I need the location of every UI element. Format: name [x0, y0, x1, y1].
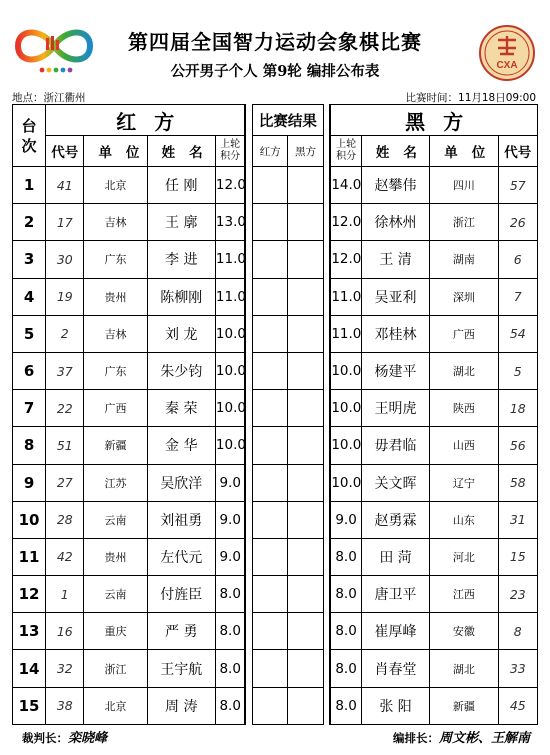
black-prev-score: 9.0	[330, 501, 361, 538]
red-prev-score: 11.0	[215, 241, 245, 278]
red-code: 27	[46, 464, 84, 501]
black-result-cell	[288, 464, 323, 501]
separator	[245, 427, 252, 464]
red-code: 28	[46, 501, 84, 538]
code-header: 代号	[498, 136, 537, 167]
red-code: 1	[46, 576, 84, 613]
red-name: 左代元	[147, 538, 215, 575]
red-prev-score: 8.0	[215, 650, 245, 687]
black-code: 26	[498, 204, 537, 241]
red-prev-score: 8.0	[215, 576, 245, 613]
black-code: 58	[498, 464, 537, 501]
table-row	[13, 427, 538, 464]
red-name: 刘祖勇	[147, 501, 215, 538]
page-subtitle: 公开男子个人 第9轮 编排公布表	[170, 63, 380, 80]
black-code: 7	[498, 278, 537, 315]
separator	[323, 390, 330, 427]
table-row	[13, 390, 538, 427]
red-code: 30	[46, 241, 84, 278]
black-code: 15	[498, 538, 537, 575]
separator	[323, 105, 330, 167]
table-no: 15	[13, 687, 46, 724]
separator	[323, 167, 330, 204]
red-code: 16	[46, 613, 84, 650]
red-result-cell	[253, 650, 288, 687]
separator	[323, 464, 330, 501]
red-name: 刘 龙	[147, 315, 215, 352]
black-prev-score: 8.0	[330, 687, 361, 724]
separator	[323, 687, 330, 724]
black-result-cell	[288, 352, 323, 389]
black-code: 57	[498, 167, 537, 204]
red-name: 陈柳刚	[147, 278, 215, 315]
black-prev-score: 8.0	[330, 538, 361, 575]
unit-header: 单位	[84, 136, 147, 167]
separator	[245, 538, 252, 575]
black-name: 赵攀伟	[361, 167, 429, 204]
table-row	[13, 464, 538, 501]
separator	[323, 576, 330, 613]
red-name: 王宇航	[147, 650, 215, 687]
match-time-text: 比赛时间：11月18日09:00	[405, 92, 536, 104]
separator	[323, 278, 330, 315]
red-name: 王 廓	[147, 204, 215, 241]
separator	[245, 105, 252, 167]
red-prev-score: 9.0	[215, 501, 245, 538]
prev-score-header: 上轮 积分	[215, 136, 245, 167]
black-prev-score: 8.0	[330, 650, 361, 687]
table-no: 3	[13, 241, 46, 278]
table-no: 1	[13, 167, 46, 204]
black-result-cell	[288, 687, 323, 724]
red-result-cell	[253, 687, 288, 724]
referee-signature: 裁判长：栾晓峰	[22, 731, 108, 746]
red-prev-score: 13.0	[215, 204, 245, 241]
separator	[245, 204, 252, 241]
black-prev-score: 14.0	[330, 167, 361, 204]
table-no: 6	[13, 352, 46, 389]
red-result-cell	[253, 278, 288, 315]
red-unit: 云南	[84, 576, 147, 613]
red-prev-score: 12.0	[215, 167, 245, 204]
separator	[323, 241, 330, 278]
separator	[323, 315, 330, 352]
separator	[245, 650, 252, 687]
red-code: 19	[46, 278, 84, 315]
red-prev-score: 9.0	[215, 538, 245, 575]
table-no: 7	[13, 390, 46, 427]
name-header: 姓名	[361, 136, 429, 167]
red-result-cell	[253, 576, 288, 613]
black-code: 54	[498, 315, 537, 352]
red-unit: 江苏	[84, 464, 147, 501]
table-row	[13, 501, 538, 538]
red-result-header: 红方	[253, 136, 288, 167]
red-code: 38	[46, 687, 84, 724]
table-row	[13, 613, 538, 650]
red-result-cell	[253, 501, 288, 538]
black-code: 33	[498, 650, 537, 687]
red-result-cell	[253, 352, 288, 389]
svg-text:CXA: CXA	[496, 60, 518, 71]
table-row	[13, 278, 538, 315]
red-unit: 吉林	[84, 204, 147, 241]
black-result-cell	[288, 315, 323, 352]
black-name: 王 清	[361, 241, 429, 278]
table-row	[13, 315, 538, 352]
black-result-cell	[288, 427, 323, 464]
red-unit: 吉林	[84, 315, 147, 352]
red-prev-score: 10.0	[215, 390, 245, 427]
black-code: 23	[498, 576, 537, 613]
red-unit: 广东	[84, 352, 147, 389]
black-unit: 新疆	[430, 687, 498, 724]
separator	[245, 464, 252, 501]
black-name: 毋君临	[361, 427, 429, 464]
location-text: 地点：浙江衢州	[12, 92, 86, 104]
red-name: 周 涛	[147, 687, 215, 724]
black-unit: 安徽	[430, 613, 498, 650]
black-prev-score: 10.0	[330, 464, 361, 501]
black-code: 5	[498, 352, 537, 389]
table-no: 14	[13, 650, 46, 687]
name-header: 姓名	[147, 136, 215, 167]
table-row	[13, 650, 538, 687]
red-code: 42	[46, 538, 84, 575]
black-result-header: 黑方	[288, 136, 323, 167]
black-unit: 深圳	[430, 278, 498, 315]
red-code: 32	[46, 650, 84, 687]
red-name: 严 勇	[147, 613, 215, 650]
black-unit: 辽宁	[430, 464, 498, 501]
black-result-cell	[288, 650, 323, 687]
table-no: 13	[13, 613, 46, 650]
table-no: 2	[13, 204, 46, 241]
pairing-table	[12, 104, 538, 725]
black-prev-score: 10.0	[330, 427, 361, 464]
result-header: 比赛结果	[253, 105, 323, 136]
black-result-cell	[288, 278, 323, 315]
black-code: 8	[498, 613, 537, 650]
red-name: 金 华	[147, 427, 215, 464]
black-name: 唐卫平	[361, 576, 429, 613]
red-code: 37	[46, 352, 84, 389]
black-code: 6	[498, 241, 537, 278]
red-result-cell	[253, 613, 288, 650]
separator	[323, 427, 330, 464]
black-result-cell	[288, 390, 323, 427]
separator	[245, 352, 252, 389]
table-no: 4	[13, 278, 46, 315]
red-name: 付旌臣	[147, 576, 215, 613]
black-name: 杨建平	[361, 352, 429, 389]
red-result-cell	[253, 167, 288, 204]
table-row	[13, 576, 538, 613]
red-unit: 北京	[84, 167, 147, 204]
red-unit: 北京	[84, 687, 147, 724]
page-title: 第四届全国智力运动会象棋比赛	[128, 30, 422, 54]
separator	[245, 576, 252, 613]
black-side-header: 黑方	[330, 105, 537, 136]
black-name: 关文晖	[361, 464, 429, 501]
separator	[323, 501, 330, 538]
separator	[245, 241, 252, 278]
red-prev-score: 8.0	[215, 687, 245, 724]
red-result-cell	[253, 241, 288, 278]
separator	[245, 687, 252, 724]
red-name: 朱少钧	[147, 352, 215, 389]
black-result-cell	[288, 241, 323, 278]
black-code: 18	[498, 390, 537, 427]
red-result-cell	[253, 464, 288, 501]
arranger-signature: 编排长：周文彬、王解南	[392, 731, 530, 746]
black-name: 吴亚利	[361, 278, 429, 315]
black-name: 田 菏	[361, 538, 429, 575]
red-result-cell	[253, 204, 288, 241]
black-prev-score: 10.0	[330, 352, 361, 389]
separator	[323, 538, 330, 575]
red-prev-score: 10.0	[215, 427, 245, 464]
table-row	[13, 687, 538, 724]
separator	[323, 352, 330, 389]
red-unit: 重庆	[84, 613, 147, 650]
black-prev-score: 8.0	[330, 613, 361, 650]
table-row	[13, 352, 538, 389]
black-code: 45	[498, 687, 537, 724]
red-unit: 云南	[84, 501, 147, 538]
red-code: 51	[46, 427, 84, 464]
black-prev-score: 10.0	[330, 390, 361, 427]
red-result-cell	[253, 427, 288, 464]
table-no: 11	[13, 538, 46, 575]
black-name: 赵勇霖	[361, 501, 429, 538]
code-header: 代号	[46, 136, 84, 167]
black-unit: 广西	[430, 315, 498, 352]
unit-header: 单位	[430, 136, 498, 167]
black-name: 崔厚峰	[361, 613, 429, 650]
table-no: 5	[13, 315, 46, 352]
red-unit: 广西	[84, 390, 147, 427]
separator	[323, 650, 330, 687]
black-name: 肖春堂	[361, 650, 429, 687]
red-unit: 广东	[84, 241, 147, 278]
separator	[245, 278, 252, 315]
black-unit: 四川	[430, 167, 498, 204]
red-unit: 新疆	[84, 427, 147, 464]
red-result-cell	[253, 315, 288, 352]
red-prev-score: 8.0	[215, 613, 245, 650]
table-row	[13, 167, 538, 204]
black-name: 张 阳	[361, 687, 429, 724]
table-no: 12	[13, 576, 46, 613]
table-row	[13, 204, 538, 241]
separator	[245, 613, 252, 650]
black-unit: 山西	[430, 427, 498, 464]
red-result-cell	[253, 390, 288, 427]
black-unit: 浙江	[430, 204, 498, 241]
separator	[245, 501, 252, 538]
red-result-cell	[253, 538, 288, 575]
black-unit: 河北	[430, 538, 498, 575]
separator	[323, 613, 330, 650]
black-unit: 陕西	[430, 390, 498, 427]
prev-score-header: 上轮 积分	[330, 136, 361, 167]
table-row	[13, 241, 538, 278]
black-result-cell	[288, 576, 323, 613]
black-name: 王明虎	[361, 390, 429, 427]
red-prev-score: 11.0	[215, 278, 245, 315]
red-prev-score: 9.0	[215, 464, 245, 501]
black-prev-score: 11.0	[330, 315, 361, 352]
black-unit: 江西	[430, 576, 498, 613]
black-prev-score: 12.0	[330, 204, 361, 241]
table-row	[13, 538, 538, 575]
separator	[245, 390, 252, 427]
black-unit: 山东	[430, 501, 498, 538]
black-unit: 湖北	[430, 650, 498, 687]
black-result-cell	[288, 538, 323, 575]
separator	[323, 204, 330, 241]
red-unit: 贵州	[84, 278, 147, 315]
table-no: 9	[13, 464, 46, 501]
black-name: 徐林州	[361, 204, 429, 241]
red-unit: 浙江	[84, 650, 147, 687]
black-name: 邓桂林	[361, 315, 429, 352]
separator	[245, 167, 252, 204]
red-name: 吴欣洋	[147, 464, 215, 501]
red-side-header: 红方	[46, 105, 246, 136]
black-result-cell	[288, 204, 323, 241]
separator	[245, 315, 252, 352]
black-code: 56	[498, 427, 537, 464]
red-prev-score: 10.0	[215, 352, 245, 389]
black-unit: 湖南	[430, 241, 498, 278]
red-unit: 贵州	[84, 538, 147, 575]
red-code: 2	[46, 315, 84, 352]
red-code: 22	[46, 390, 84, 427]
black-result-cell	[288, 167, 323, 204]
red-name: 秦 荣	[147, 390, 215, 427]
red-code: 41	[46, 167, 84, 204]
black-prev-score: 12.0	[330, 241, 361, 278]
table-no: 8	[13, 427, 46, 464]
red-name: 任 刚	[147, 167, 215, 204]
black-code: 31	[498, 501, 537, 538]
black-result-cell	[288, 501, 323, 538]
black-prev-score: 11.0	[330, 278, 361, 315]
table-no-header: 台 次	[13, 105, 46, 167]
red-name: 李 进	[147, 241, 215, 278]
black-prev-score: 8.0	[330, 576, 361, 613]
black-unit: 湖北	[430, 352, 498, 389]
red-prev-score: 10.0	[215, 315, 245, 352]
red-code: 17	[46, 204, 84, 241]
table-no: 10	[13, 501, 46, 538]
black-result-cell	[288, 613, 323, 650]
